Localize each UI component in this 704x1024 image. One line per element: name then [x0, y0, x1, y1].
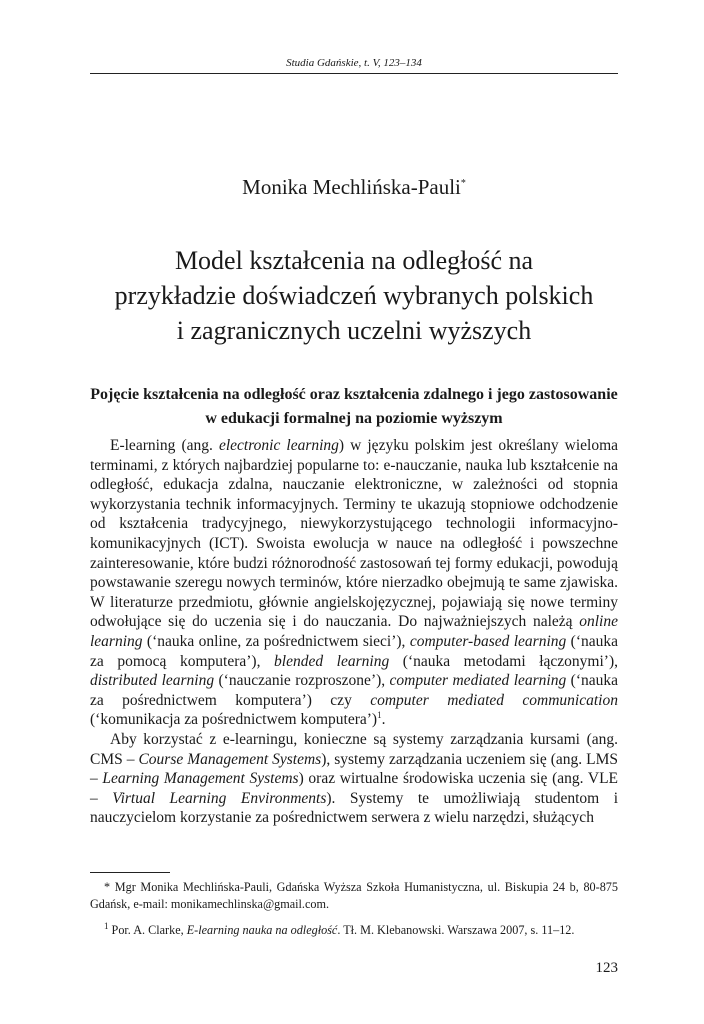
author-footnote-mark[interactable]: * — [460, 178, 466, 189]
body-paragraph: Aby korzystać z e-learningu, konieczne są systemy zarządzania kursami (ang. CMS – Course Management Systems), systemy zarządzania uczeniem się (ang. LMS – Learning Management Systems) oraz wirtualne środowiska uczenia się (ang. VLE – Virtual Learning Environments). Systemy te umożliwiają studentom i nauczycielom korzystanie za pośrednictwem serwera z wielu narzędzi, służących — [90, 730, 619, 827]
footnotes — [90, 879, 618, 948]
running-head-rule — [90, 73, 618, 74]
author-name — [90, 175, 618, 200]
footnote-separator — [90, 872, 170, 873]
section-heading: Pojęcie kształcenia na odległość oraz kształcenia zdalnego i jego zastosowanie w edukacji formalnej na poziomie wyższym — [90, 386, 618, 427]
footnote-1: $^1$ Por. A. Clarke, E-learning nauka na odległość. Tł. M. Klebanowski. Warszawa 2007, s. 11–12. — [104, 920, 575, 937]
title-line: Model kształcenia na odległość na — [174, 246, 534, 275]
author-name-text: Monika Mechlińska-Pauli — [242, 175, 461, 199]
running-head: Studia Gdańskie, t. V, 123–134 — [286, 57, 422, 69]
footnote-mark: * — [104, 880, 111, 894]
page-number: 123 — [595, 960, 618, 976]
footnote-author: * Mgr Monika Mechlińska-Pauli, Gdańska Wyższa Szkoła Humanistyczna, ul. Biskupia 24 b, 80-875 Gdańsk, e-mail: monikamechlinska@gmail.com. — [90, 880, 618, 911]
title-line: przykładzie doświadczeń wybranych polskich — [114, 281, 594, 310]
article-title — [90, 243, 618, 348]
footnote-reference[interactable]: 1 — [377, 710, 382, 721]
title-line: i zagranicznych uczelni wyższych — [176, 316, 532, 345]
article-body — [90, 436, 618, 828]
body-paragraph: E-learning (ang. electronic learning) w języku polskim jest określany wieloma terminami, z których najbardziej popularne to: e-nauczanie, nauka lub kształcenie na odległość, edukacja zdalna, nauczanie elektroniczne, w zależności od stopnia wykorzystania technik informacyjnych. Terminy te ukazują stopniowe odchodzenie od kształcenia tradycyjnego, niewykorzystującego technologii informacyjno-komunikacyjnych (ICT). Swoista ewolucja w nauce na odległość i powszechne zainteresowanie, które budzi różnorodność zastosowań tej formy edukacji, powodują powstawanie szeregu nowych terminów, które nierzadko obejmują te same zjawiska. W literaturze przedmiotu, głównie angielskojęzycznej, pojawiają się nowe terminy odwołujące się do uczenia się i do nauczania. Do najważniejszych należą online learning (‘nauka online, za pośrednictwem sieci’), computer-based learning (‘nauka za pomocą komputera’), blended learning (‘nauka metodami łączonymi’), distributed learning (‘nauczanie rozproszone’), computer mediated learning (‘nauka za pośrednictwem komputera’) czy computer mediated communication (‘komunikacja za pośrednictwem komputera’)$^1$. — [90, 437, 619, 729]
footnote-mark: 1 — [104, 920, 109, 931]
